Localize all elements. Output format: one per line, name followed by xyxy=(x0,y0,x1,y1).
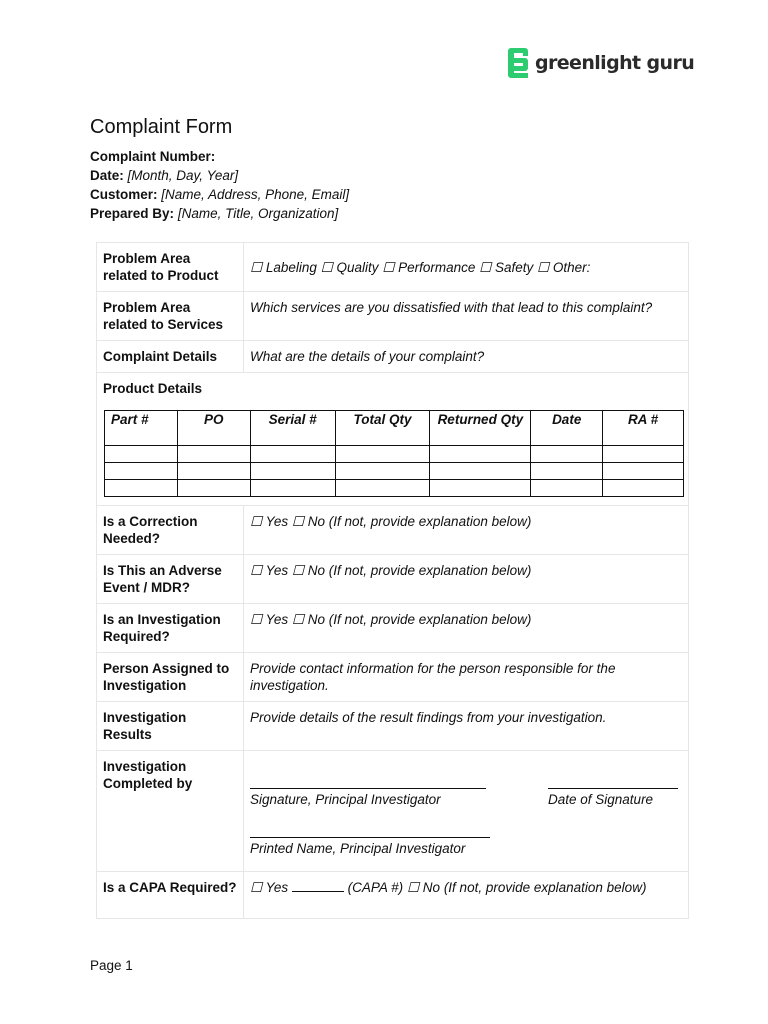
correction-label: Is a Correction Needed? xyxy=(97,506,244,555)
completed-by-label: Investigation Completed by xyxy=(97,751,244,872)
product-cell[interactable] xyxy=(250,463,335,480)
investigation-results-value[interactable]: Provide details of the result findings from your investigation. xyxy=(244,702,689,751)
signature-date-caption: Date of Signature xyxy=(548,792,654,807)
col-date: Date xyxy=(531,411,603,446)
product-row xyxy=(105,446,684,463)
product-details-table xyxy=(104,410,684,497)
row-capa xyxy=(97,872,689,919)
product-cell[interactable] xyxy=(250,446,335,463)
row-complaint-details xyxy=(97,341,689,373)
adverse-event-options[interactable]: ☐ Yes ☐ No (If not, provide explanation below) xyxy=(244,555,689,604)
page-title: Complaint Form xyxy=(90,116,233,138)
product-cell[interactable] xyxy=(430,463,531,480)
row-investigation-results xyxy=(97,702,689,751)
signature-date-line[interactable] xyxy=(548,788,678,789)
prepared-by-label: Prepared By: xyxy=(90,206,175,221)
col-total-qty: Total Qty xyxy=(335,411,430,446)
col-part-number: Part # xyxy=(105,411,178,446)
form-meta xyxy=(90,147,349,223)
capa-number-label: (CAPA #) xyxy=(347,880,404,895)
capa-options xyxy=(244,872,689,919)
product-cell[interactable] xyxy=(603,463,684,480)
product-cell[interactable] xyxy=(335,463,430,480)
product-cell[interactable] xyxy=(105,480,178,497)
product-cell[interactable] xyxy=(177,463,250,480)
row-adverse-event xyxy=(97,555,689,604)
complaint-details-label: Complaint Details xyxy=(97,341,244,373)
capa-no-option[interactable]: ☐ No (If not, provide explanation below) xyxy=(406,880,647,895)
prepared-by-line xyxy=(90,204,349,223)
row-problem-services xyxy=(97,292,689,341)
row-investigation-required xyxy=(97,604,689,653)
problem-product-options[interactable]: ☐ Labeling ☐ Quality ☐ Performance ☐ Safety ☐ Other: xyxy=(244,243,689,292)
signature-block xyxy=(244,751,689,872)
customer-line xyxy=(90,185,349,204)
date-label: Date: xyxy=(90,168,124,183)
row-completed-by xyxy=(97,751,689,872)
row-correction xyxy=(97,506,689,555)
col-serial-number: Serial # xyxy=(250,411,335,446)
date-value: [Month, Day, Year] xyxy=(127,168,239,183)
investigation-required-options[interactable]: ☐ Yes ☐ No (If not, provide explanation below) xyxy=(244,604,689,653)
product-cell[interactable] xyxy=(335,480,430,497)
product-cell[interactable] xyxy=(335,446,430,463)
page-number: Page 1 xyxy=(90,958,133,973)
product-cell[interactable] xyxy=(531,446,603,463)
complaint-details-value[interactable]: What are the details of your complaint? xyxy=(244,341,689,373)
row-problem-product xyxy=(97,243,689,292)
signature-caption: Signature, Principal Investigator xyxy=(250,792,441,807)
product-row xyxy=(105,480,684,497)
date-line xyxy=(90,166,349,185)
product-cell[interactable] xyxy=(105,446,178,463)
capa-number-blank[interactable] xyxy=(292,879,344,892)
col-po: PO xyxy=(177,411,250,446)
problem-services-value[interactable]: Which services are you dissatisfied with that lead to this complaint? xyxy=(244,292,689,341)
product-cell[interactable] xyxy=(250,480,335,497)
person-assigned-label: Person Assigned to Investigation xyxy=(97,653,244,702)
problem-services-label: Problem Area related to Services xyxy=(97,292,244,341)
product-cell[interactable] xyxy=(603,446,684,463)
signature-line[interactable] xyxy=(250,788,486,789)
prepared-by-value: [Name, Title, Organization] xyxy=(177,206,339,221)
adverse-event-label: Is This an Adverse Event / MDR? xyxy=(97,555,244,604)
capa-yes-option[interactable]: ☐ Yes xyxy=(250,880,289,895)
capa-label: Is a CAPA Required? xyxy=(97,872,244,919)
brand-logo xyxy=(507,46,694,80)
customer-value: [Name, Address, Phone, Email] xyxy=(161,187,350,202)
complaint-form-table xyxy=(96,242,689,919)
correction-options[interactable]: ☐ Yes ☐ No (If not, provide explanation below) xyxy=(244,506,689,555)
product-cell[interactable] xyxy=(105,463,178,480)
investigation-results-label: Investigation Results xyxy=(97,702,244,751)
product-cell[interactable] xyxy=(531,480,603,497)
product-cell[interactable] xyxy=(430,480,531,497)
customer-label: Customer: xyxy=(90,187,158,202)
problem-product-label: Problem Area related to Product xyxy=(97,243,244,292)
row-person-assigned xyxy=(97,653,689,702)
product-header-row xyxy=(105,411,684,446)
product-row xyxy=(105,463,684,480)
greenlight-guru-logo-icon xyxy=(507,46,529,80)
complaint-number-label: Complaint Number: xyxy=(90,149,216,164)
product-cell[interactable] xyxy=(177,480,250,497)
product-details-label: Product Details xyxy=(103,381,203,396)
col-ra-number: RA # xyxy=(603,411,684,446)
brand-name: greenlight guru xyxy=(535,52,695,74)
product-cell[interactable] xyxy=(531,463,603,480)
printed-name-line[interactable] xyxy=(250,837,490,838)
complaint-number-line xyxy=(90,147,349,166)
product-details-cell xyxy=(97,373,689,506)
product-cell[interactable] xyxy=(430,446,531,463)
printed-name-caption: Printed Name, Principal Investigator xyxy=(250,841,466,856)
product-cell[interactable] xyxy=(177,446,250,463)
investigation-required-label: Is an Investigation Required? xyxy=(97,604,244,653)
col-returned-qty: Returned Qty xyxy=(430,411,531,446)
row-product-details xyxy=(97,373,689,506)
product-cell[interactable] xyxy=(603,480,684,497)
person-assigned-value[interactable]: Provide contact information for the person responsible for the investigation. xyxy=(244,653,689,702)
